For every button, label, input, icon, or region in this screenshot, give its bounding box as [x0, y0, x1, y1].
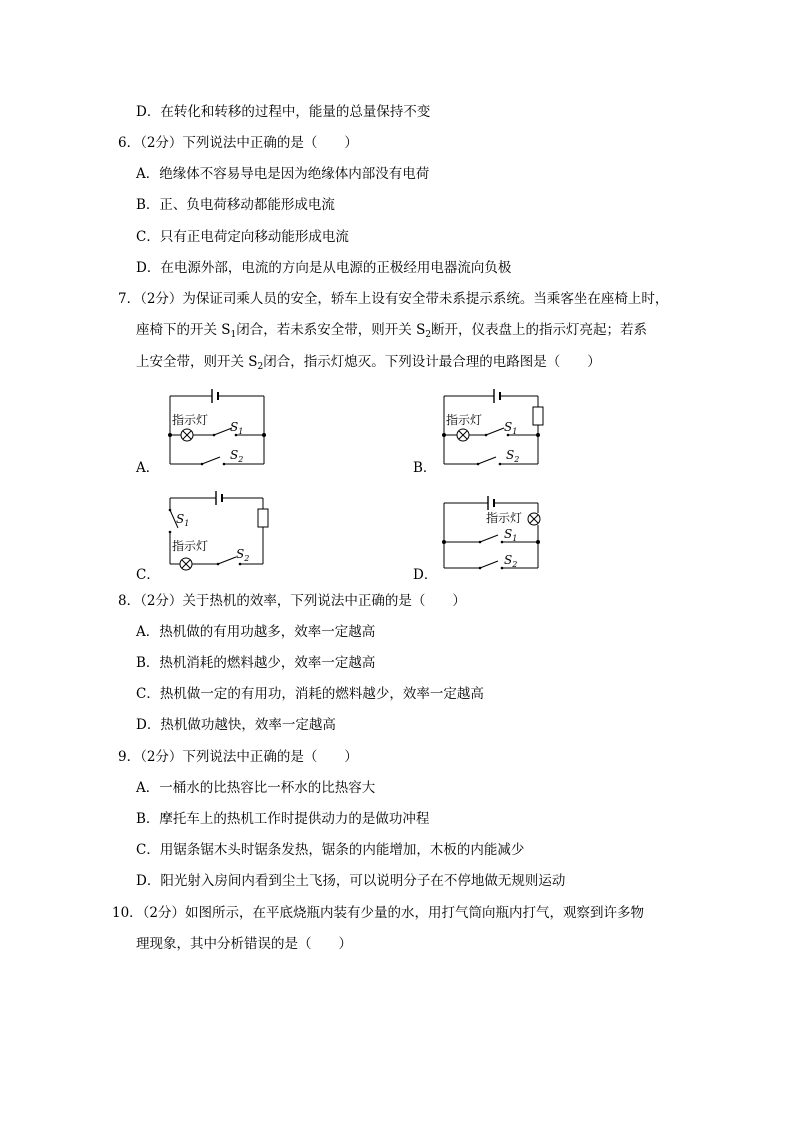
q6-stem: 6．（2分）下列说法中正确的是（ ）	[118, 135, 358, 151]
lamp-label: 指示灯	[446, 413, 483, 427]
q6-option-d: D．在电源外部，电流的方向是从电源的正极经用电器流向负极	[136, 260, 512, 276]
q7-stem-line3: 上安全带，则开关 $S_2$闭合，指示灯熄灭。下列设计最合理的电路图是（ ）	[136, 354, 601, 372]
q8-option-b: B．热机消耗的燃料越少，效率一定越高	[136, 655, 376, 671]
svg-text:S2: $S_2$	[236, 547, 250, 563]
circuit-diagram-c	[160, 488, 275, 572]
q9-option-b: B．摩托车上的热机工作时提供动力的是做功冲程	[136, 811, 430, 827]
svg-text:S2: $S_2$	[230, 448, 244, 464]
svg-text:S1: $S_1$	[176, 512, 190, 528]
q7-stem-line2: 座椅下的开关 $S_1$闭合，若未系安全带，则开关 $S_2$断开，仪表盘上的指示灯亮起；若系	[136, 322, 648, 340]
q8-option-c: C．热机做一定的有用功，消耗的燃料越少，效率一定越高	[136, 686, 484, 702]
circuit-diagram-d	[436, 488, 551, 572]
choice-c-label: C．	[136, 567, 160, 583]
svg-text:S2: $S_2$	[504, 553, 518, 569]
q10-stem-line1: 10．（2分）如图所示，在平底烧瓶内装有少量的水，用打气筒向瓶内打气，观察到许多物	[112, 905, 645, 921]
lamp-label: 指示灯	[172, 413, 209, 427]
q9-stem: 9．（2分）下列说法中正确的是（ ）	[118, 749, 358, 765]
q5-option-d: D．在转化和转移的过程中，能量的总量保持不变	[136, 104, 431, 120]
q8-stem: 8．（2分）关于热机的效率，下列说法中正确的是（ ）	[118, 593, 466, 609]
svg-text:S1: $S_1$	[504, 527, 518, 543]
circuit-diagram-b	[436, 386, 546, 468]
choice-b-label: B．	[413, 460, 437, 476]
q8-option-d: D．热机做功越快，效率一定越高	[136, 717, 336, 733]
q6-option-c: C．只有正电荷定向移动能形成电流	[136, 229, 349, 245]
choice-d-label: D．	[413, 567, 438, 583]
svg-text:S1: $S_1$	[504, 420, 518, 436]
svg-text:S1: $S_1$	[230, 420, 244, 436]
q6-option-a: A．绝缘体不容易导电是因为绝缘体内部没有电荷	[136, 166, 430, 182]
q10-stem-line2: 理现象，其中分析错误的是（ ）	[136, 936, 352, 952]
q7-stem-line1: 7．（2分）为保证司乘人员的安全，轿车上设有安全带未系提示系统。当乘客坐在座椅上时，	[118, 291, 669, 307]
svg-text:S2: $S_2$	[506, 448, 520, 464]
q9-option-a: A．一桶水的比热容比一杯水的比热容大	[136, 780, 376, 796]
q6-option-b: B．正、负电荷移动都能形成电流	[136, 197, 335, 213]
lamp-label: 指示灯	[172, 539, 209, 553]
circuit-diagram-a	[160, 386, 270, 468]
q8-option-a: A．热机做的有用功越多，效率一定越高	[136, 624, 376, 640]
lamp-label: 指示灯	[486, 511, 523, 525]
q9-option-d: D．阳光射入房间内看到尘土飞扬，可以说明分子在不停地做无规则运动	[136, 873, 566, 889]
q9-option-c: C．用锯条锯木头时锯条发热，锯条的内能增加，木板的内能减少	[136, 842, 525, 858]
choice-a-label: A．	[136, 460, 160, 476]
